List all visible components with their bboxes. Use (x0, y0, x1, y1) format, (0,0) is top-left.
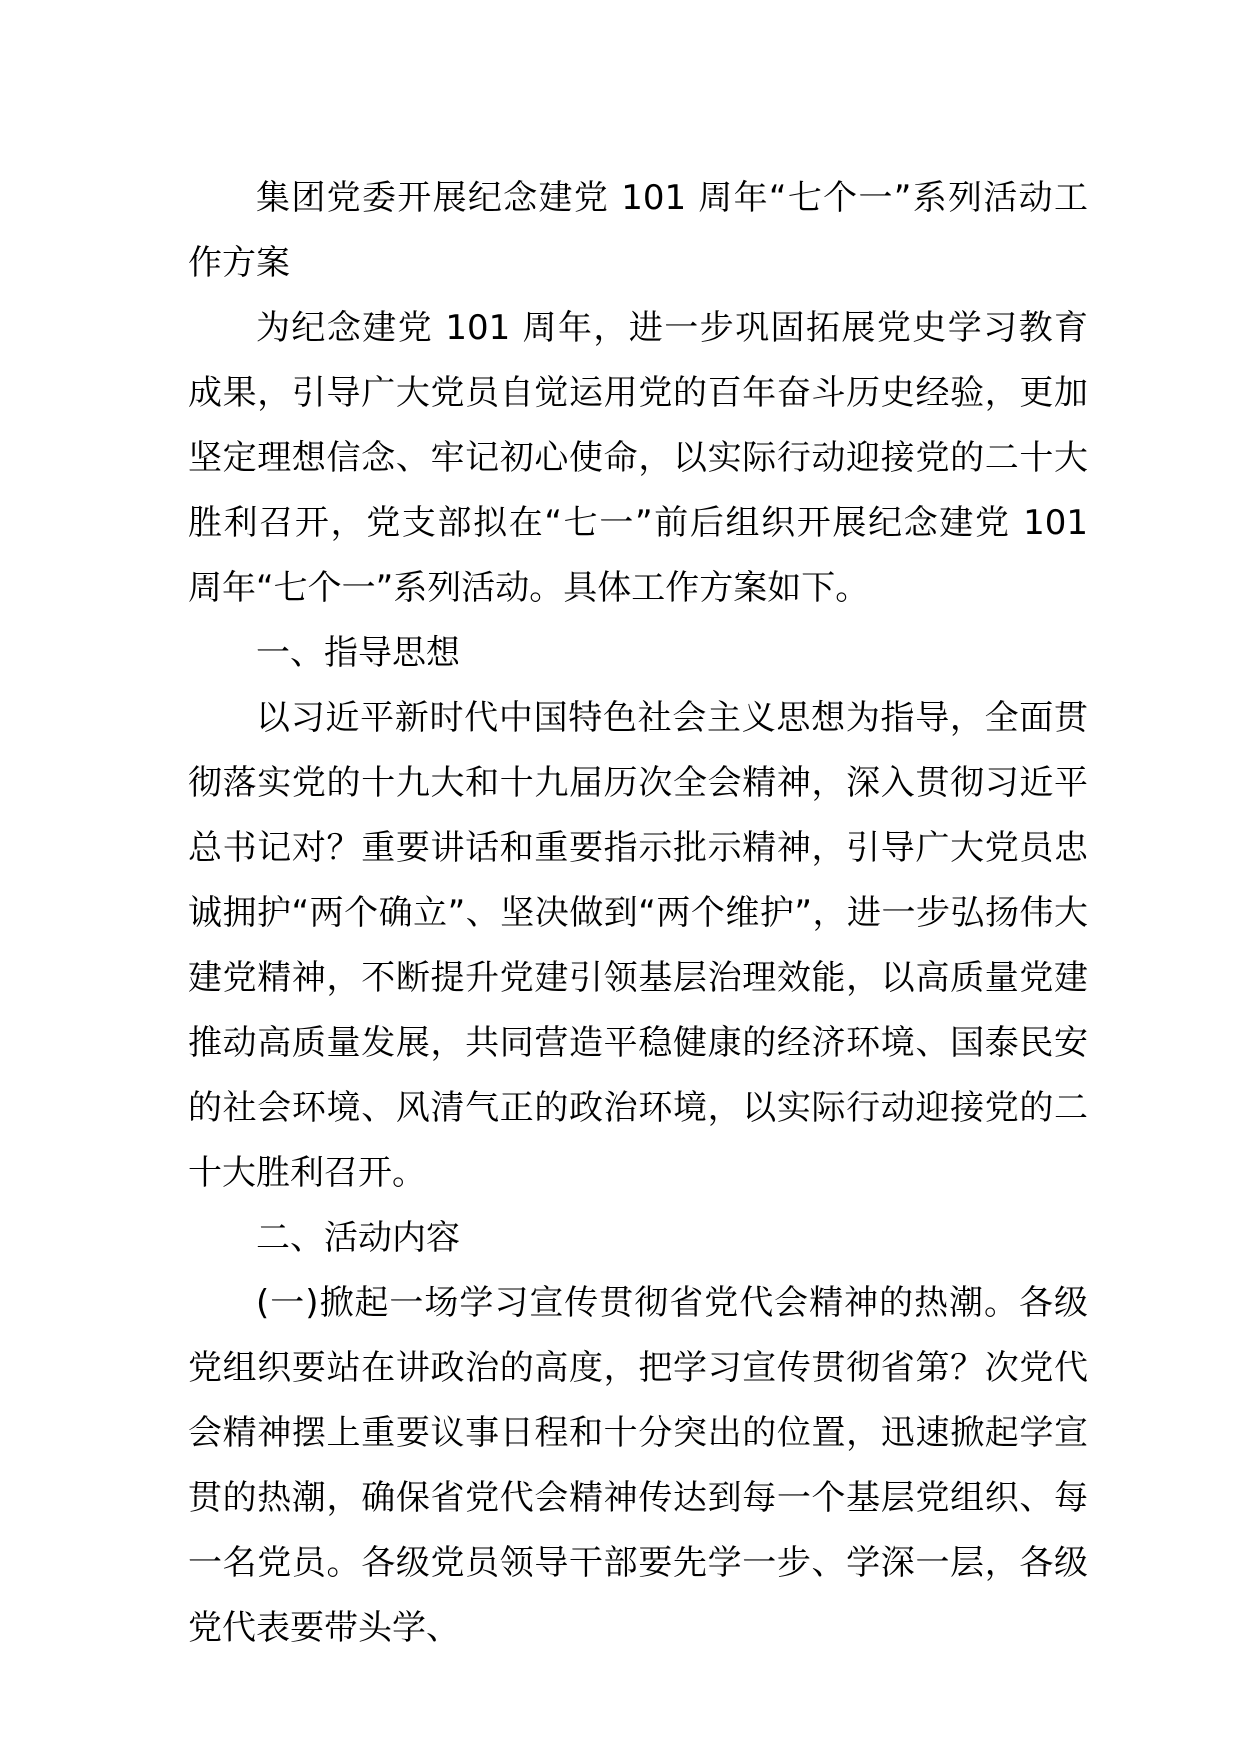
document-title: 集团党委开展纪念建党 101 周年“七个一”系列活动工作方案 (188, 178, 1088, 283)
section-heading-guiding-ideology: 一、指导思想 (256, 633, 460, 673)
document-body (188, 166, 1088, 1661)
section-heading-activity-content: 二、活动内容 (256, 1218, 460, 1258)
intro-paragraph: 为纪念建党 101 周年，进一步巩固拓展党史学习教育成果，引导广大党员自觉运用党的百年奋斗历史经验，更加坚定理想信念、牢记初心使命，以实际行动迎接党的二十大胜利召开，党支部拟在“七一”前后组织开展纪念建党 101 周年“七个一”系列活动。具体工作方案如下。 (188, 308, 1088, 608)
guiding-ideology-paragraph: 以习近平新时代中国特色社会主义思想为指导，全面贯彻落实党的十九大和十九届历次全会精神，深入贯彻习近平总书记对？重要讲话和重要指示批示精神，引导广大党员忠诚拥护“两个确立”、坚决做到“两个维护”，进一步弘扬伟大建党精神，不断提升党建引领基层治理效能，以高质量党建推动高质量发展，共同营造平稳健康的经济环境、国泰民安的社会环境、风清气正的政治环境，以实际行动迎接党的二十大胜利召开。 (188, 698, 1088, 1193)
activity-item-1-paragraph: (一)掀起一场学习宣传贯彻省党代会精神的热潮。各级党组织要站在讲政治的高度，把学习宣传贯彻省第？次党代会精神摆上重要议事日程和十分突出的位置，迅速掀起学宣贯的热潮，确保省党代会精神传达到每一个基层党组织、每一名党员。各级党员领导干部要先学一步、学深一层，各级党代表要带头学、 (188, 1283, 1088, 1648)
